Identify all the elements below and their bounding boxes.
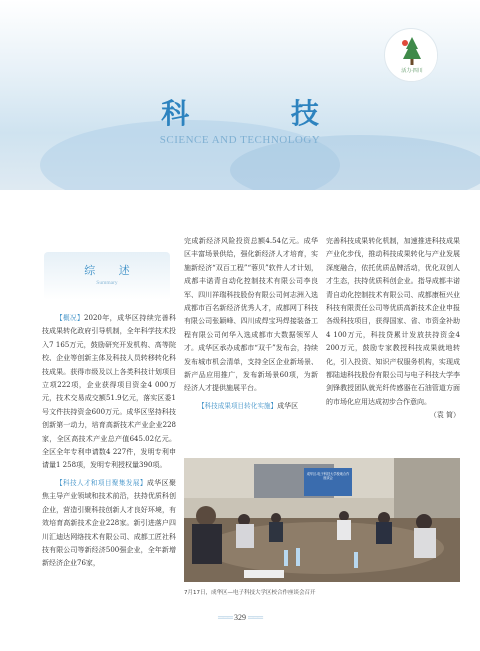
section-tag: 【科技成果项目转化实施】 <box>198 401 278 410</box>
page-number-decoration: ═══ <box>217 613 232 622</box>
paragraph-text: 完成新经济风险投资总额4.54亿元。成华区丰富场景供给，强化新经济人才培育，实施新经济“双百工程”“蓉贝”软件人才计划，成都丰诺青自动化控制技术有限公司李良军、四川祥瑞科技股份有限公司何志洲入选成都市百名新经济优秀人才，成都网丁科技有限公司张颖峰、四川成焊宝玛焊接装备工程有限公司何华入选成都市大数据领军人才。成华区承办成都市“双千”发布会，持续发布城市机会清单，支持全区企业新场景、新产品应用推广，发布新场景60项，为新经济人才提供施展平台。 <box>184 237 318 393</box>
summary-heading <box>44 252 170 300</box>
meeting-photo <box>184 458 460 582</box>
paragraph-text: 2020年，成华区持续完善科技成果转化政府引导机制，全年科学技术投入7 165万元，鼓励研究开发机构、高等院校、企业等创新主体及科技人员转移转化科技成果。获得市级及以上各类科技计划项目立项222项，企业获得项目资金4 000万元，技术交易成交额51.9亿元，落实区委1号文件扶持资金600万元。成华区坚持科技创新第一动力，培育高新技术产业企业228家，全区高技术产业总产值645.02亿元。全区全年专利申请数4 227件，发明专利申请量1 258项，发明专利授权量390项。 <box>42 314 176 470</box>
page-title: 科 技 <box>161 97 365 130</box>
page-subtitle: SCIENCE AND TECHNOLOGY <box>159 134 321 146</box>
paragraph <box>42 477 176 571</box>
text-column-1 <box>42 312 176 571</box>
photo-caption: 7月17日，成华区—电子科技大学区校合作座谈会召开 <box>184 590 316 596</box>
text-column-2 <box>184 235 318 413</box>
paragraph-text <box>326 235 460 420</box>
paragraph-text: 完善科技成果转化机制，加速推进科技成果产业化步伐，推动科技成果转化与产业发展深度融合，依托优质品牌活动，优化双创人才生态，扶持优质科创企业。指导成都丰诺青自动化控制技术有限公司、成都康桓兴业科技有限责任公司等优质高新技术企业申报各级科技项目，获得国家、省、市资金补助4 100万元，科技贷累计发放扶持资金4 200万元，鼓励专家教授科技成果就地转化，引入投资、知识产权服务机构，实现成都陆迪科技股份有限公司与电子科技大学李剑锋教授团队就光纤传感器在石油管道方面的市场化应用达成初步合作意向。 <box>326 237 460 406</box>
page-number: 329 <box>234 613 246 622</box>
paragraph-text: 成华区聚焦主导产业领域和技术前沿，扶持优质科创企业，营造引聚科技创新人才良好环境，有效培育高新技术企业228家。新引进落户四川汇迪达网络技术有限公司、成都工匠社科技有限公司等新经济500强企业，全年新增新经济企业76家， <box>42 478 177 568</box>
sichuan-emblem-icon <box>384 28 438 82</box>
summary-subtitle: Summary <box>96 280 118 286</box>
paragraph <box>184 400 318 413</box>
section-tag: 【科技人才和项目聚集发展】 <box>56 478 147 487</box>
author-note: （袁 简） <box>429 411 460 420</box>
summary-title: 综 述 <box>84 264 140 277</box>
photo-banner-text: 成华区-电子科技大学校地合作座谈会 <box>306 472 350 480</box>
page-number-decoration: ═══ <box>248 613 263 622</box>
text-column-3 <box>326 235 460 423</box>
page-number-footer <box>0 613 480 622</box>
paragraph-text: 成华区 <box>277 401 299 410</box>
logo-text: 活力·四川 <box>401 68 423 74</box>
section-tag: 【概况】 <box>56 314 85 322</box>
paragraph <box>42 312 176 473</box>
